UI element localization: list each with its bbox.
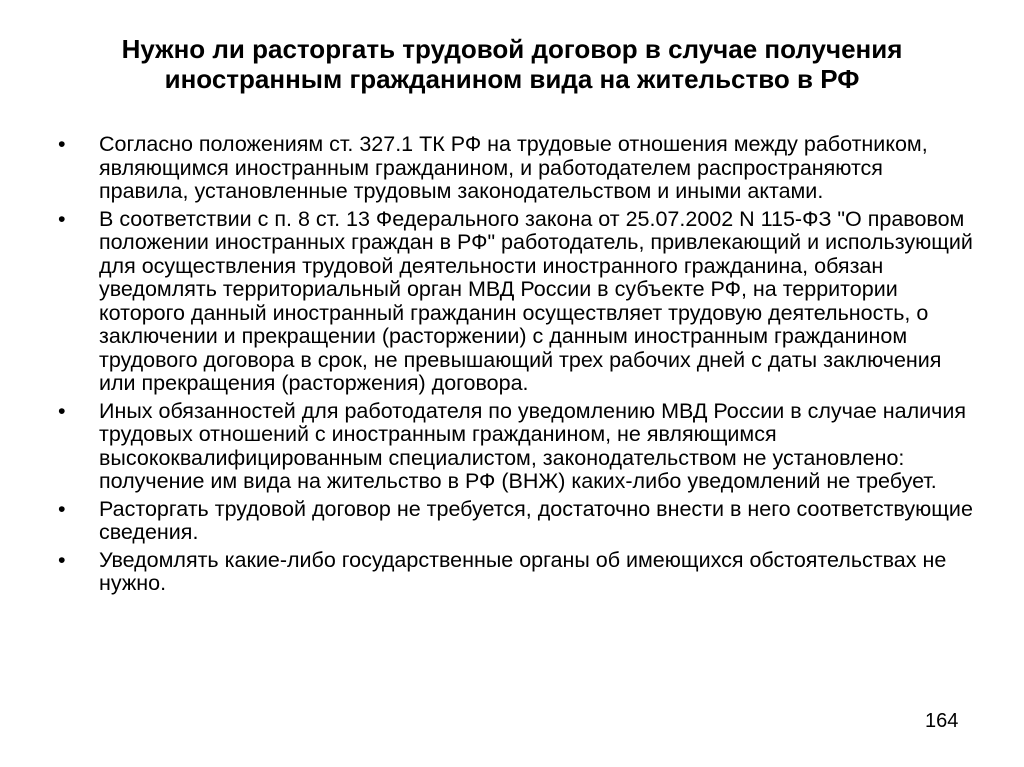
bullet-item [58, 400, 978, 494]
slide-title [40, 34, 984, 94]
bullet-marker: • [58, 496, 66, 521]
bullet-item [58, 133, 978, 204]
bullet-text: Уведомлять какие-либо государственные органы об имеющихся обстоятельствах не нужно. [99, 547, 947, 595]
bullet-list [58, 133, 978, 600]
bullet-marker: • [58, 398, 66, 423]
bullet-item [58, 549, 978, 596]
bullet-marker: • [58, 547, 66, 572]
bullet-text: Согласно положениям ст. 327.1 ТК РФ на трудовые отношения между работником, являющимся иностранным гражданином, и работодателем распространяются правила, установленные трудовым законодательством и иными актами. [99, 132, 928, 203]
slide-title-line-1: Нужно ли расторгать трудовой договор в случае получения [121, 34, 903, 64]
slide-title-line-2: иностранным гражданином вида на жительство в РФ [164, 64, 860, 94]
bullet-marker: • [58, 132, 66, 156]
bullet-item [58, 208, 978, 396]
bullet-text: В соответствии с п. 8 ст. 13 Федерального закона от 25.07.2002 N 115-ФЗ "О правовом положении иностранных граждан в РФ" работодатель, привлекающий и использующий для осуществления трудовой деятельности иностранного гражданина, обязан уведомлять территориальный орган МВД России в субъекте РФ, на территории которого данный иностранный гражданин осуществляет трудовую деятельность, о заключении и прекращении (расторжении) с данным иностранным гражданином трудового договора в срок, не превышающий трех рабочих дней с даты заключения или прекращения (расторжения) договора. [99, 206, 973, 395]
bullet-marker: • [58, 206, 66, 231]
bullet-item [58, 498, 978, 545]
bullet-text: Расторгать трудовой договор не требуется, достаточно внести в него соответствующие сведения. [99, 496, 973, 544]
page-number: 164 [925, 710, 959, 732]
bullet-text: Иных обязанностей для работодателя по уведомлению МВД России в случае наличия трудовых отношений с иностранным гражданином, не являющимся высококвалифицированным специалистом, законодательством не установлено: получение им вида на жительство в РФ (ВНЖ) каких-либо уведомлений не требует. [99, 398, 966, 493]
